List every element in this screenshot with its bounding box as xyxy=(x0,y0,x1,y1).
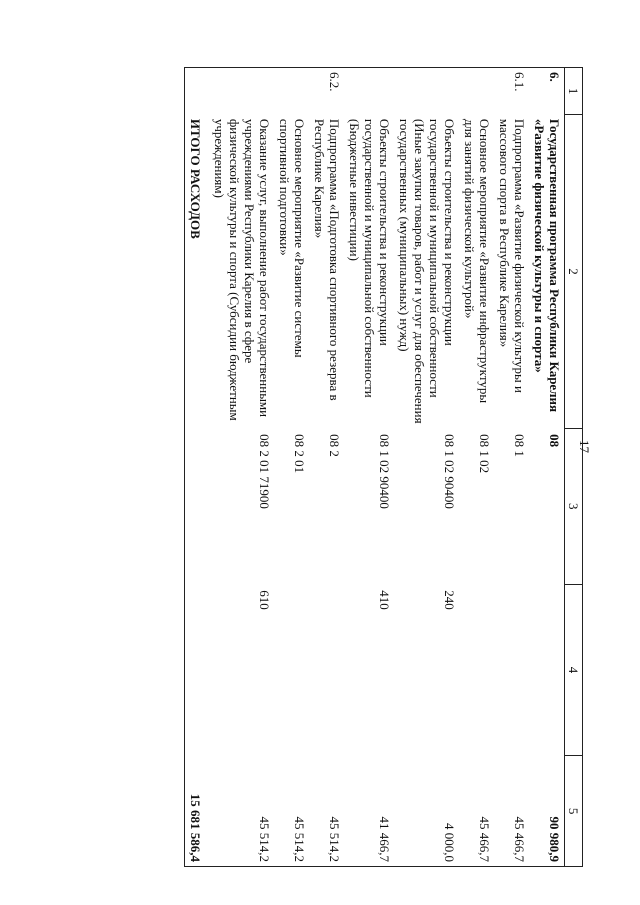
row-type: 240 xyxy=(442,590,457,610)
row-code: 08 1 02 90400 xyxy=(442,434,457,509)
row-code: 08 2 xyxy=(327,434,342,457)
row-number xyxy=(344,68,394,115)
row-type: 410 xyxy=(377,590,392,610)
row-name: Подпрограмма «Подготовка спортивного резерва в Республике Карелия» xyxy=(312,118,342,401)
row-number: 6.1. xyxy=(494,68,529,115)
row-amount: 45 466,7 xyxy=(494,756,529,867)
header-col-1: 1 xyxy=(565,68,583,115)
total-code-cell xyxy=(185,428,210,584)
row-name: Основное мероприятие «Развитие инфраструктуры для занятий физической культурой» xyxy=(462,118,492,404)
row-amount: 90 980,9 xyxy=(529,756,565,867)
table-row xyxy=(494,68,529,867)
row-name: Основное мероприятие «Развитие системы спортивной подготовки» xyxy=(277,118,307,358)
row-amount: 45 514,2 xyxy=(309,756,344,867)
row-number xyxy=(209,68,274,115)
row-name: Объекты строительства и реконструкции государственной и муниципальной собственности (Бюджетные инвестиции) xyxy=(347,118,392,398)
row-code: 08 2 01 71900 xyxy=(257,434,272,509)
row-code: 08 1 02 90400 xyxy=(377,434,392,509)
row-amount: 4 000,0 xyxy=(394,756,459,867)
table-row xyxy=(394,68,459,867)
row-name: Государственная программа Республики Карелия «Развитие физической культуры и спорта» xyxy=(532,118,562,413)
page-number: 17 xyxy=(577,440,592,453)
total-amount: 15 681 586,4 xyxy=(185,756,210,867)
table-row xyxy=(309,68,344,867)
row-number xyxy=(394,68,459,115)
row-type xyxy=(529,584,565,756)
row-code: 08 1 02 xyxy=(477,434,492,474)
total-type-cell xyxy=(185,584,210,756)
table-row xyxy=(529,68,565,867)
header-col-3: 3 xyxy=(565,428,583,584)
row-number: 6.2. xyxy=(309,68,344,115)
table-row xyxy=(209,68,274,867)
row-name: Объекты строительства и реконструкции государственной и муниципальной собственности (Иные закупки товаров, работ и услуг для обеспечения государственных (муниципальных) нужд) xyxy=(397,118,457,424)
row-type xyxy=(459,584,494,756)
row-number xyxy=(459,68,494,115)
row-name: Оказание услуг, выполнение работ государственными учреждениями Республики Карелия в сфере физической культуры и спорта (Субсидии бюджетным учреждениям) xyxy=(212,118,272,421)
total-row xyxy=(185,68,210,867)
row-type xyxy=(309,584,344,756)
table-row xyxy=(459,68,494,867)
total-number-cell xyxy=(185,68,210,115)
row-number: 6. xyxy=(529,68,565,115)
table-row xyxy=(344,68,394,867)
row-type xyxy=(274,584,309,756)
header-col-5: 5 xyxy=(565,756,583,867)
header-col-4: 4 xyxy=(565,584,583,756)
row-amount: 45 514,2 xyxy=(209,756,274,867)
row-amount: 45 514,2 xyxy=(274,756,309,867)
row-code: 08 xyxy=(547,434,562,448)
row-amount: 41 466,7 xyxy=(344,756,394,867)
header-col-2: 2 xyxy=(565,115,583,428)
row-type xyxy=(494,584,529,756)
budget-table xyxy=(184,67,583,867)
row-code: 08 1 xyxy=(512,434,527,457)
row-amount: 45 466,7 xyxy=(459,756,494,867)
row-code: 08 2 01 xyxy=(292,434,307,474)
row-type: 610 xyxy=(257,590,272,610)
row-name: Подпрограмма «Развитие физической культуры и массового спорта в Республике Карелия» xyxy=(497,118,527,393)
total-label: ИТОГО РАСХОДОВ xyxy=(185,115,210,428)
table-header-row xyxy=(565,68,583,867)
table-row xyxy=(274,68,309,867)
row-number xyxy=(274,68,309,115)
